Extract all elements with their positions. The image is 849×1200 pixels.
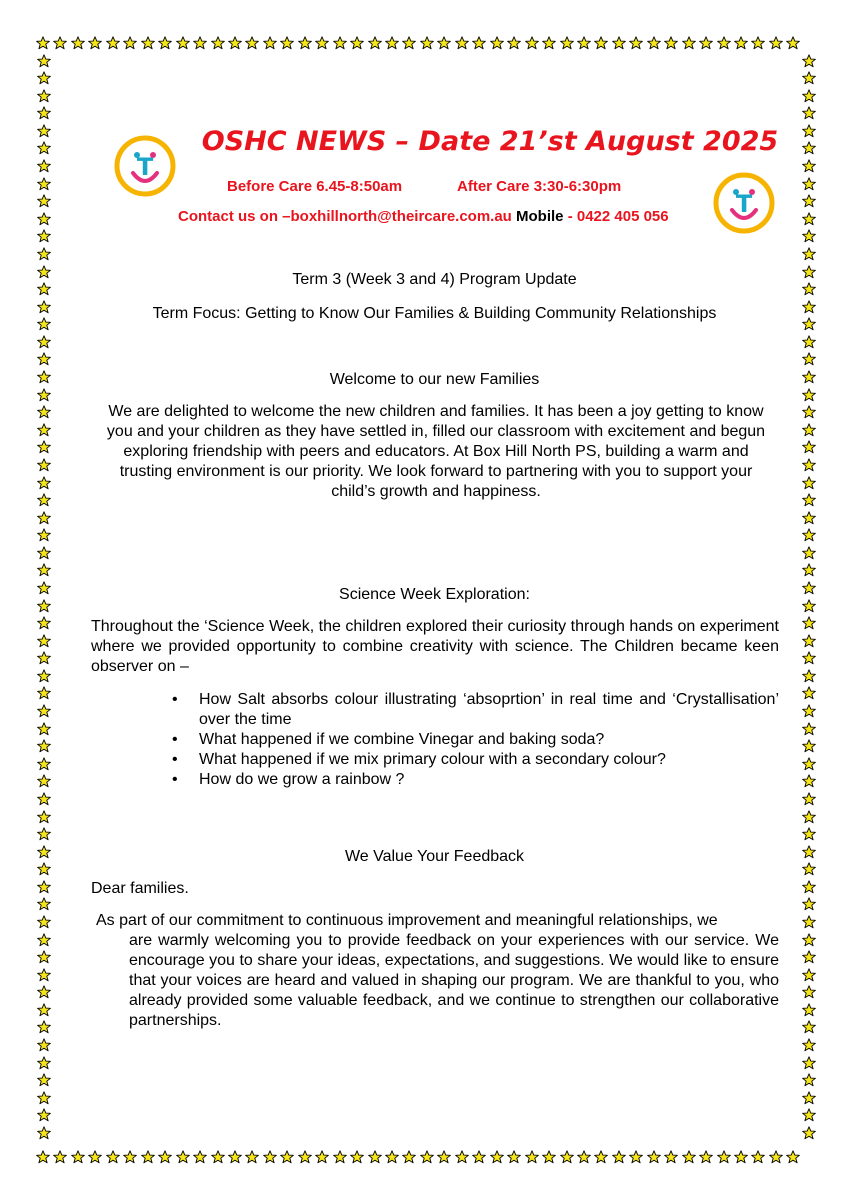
- star-icon: [37, 915, 51, 929]
- star-icon: [802, 774, 816, 788]
- star-icon: [37, 405, 51, 419]
- star-icon: [802, 704, 816, 718]
- star-icon: [802, 528, 816, 542]
- star-icon: [37, 458, 51, 472]
- star-icon: [802, 1056, 816, 1070]
- star-icon: [802, 212, 816, 226]
- star-icon: [525, 1150, 539, 1164]
- star-icon: [802, 757, 816, 771]
- bullet-icon: •: [172, 691, 178, 708]
- before-care-hours: Before Care 6.45-8:50am: [227, 178, 403, 195]
- star-icon: [490, 36, 504, 50]
- feedback-salutation: Dear families.: [91, 880, 189, 897]
- star-icon: [802, 71, 816, 85]
- star-icon: [560, 1150, 574, 1164]
- star-icon: [211, 1150, 225, 1164]
- star-icon: [37, 581, 51, 595]
- star-icon: [37, 1126, 51, 1140]
- star-icon: [629, 36, 643, 50]
- star-icon: [802, 493, 816, 507]
- star-border-left: [35, 0, 57, 1200]
- svg-text:T: T: [735, 190, 753, 218]
- star-icon: [802, 194, 816, 208]
- star-icon: [802, 458, 816, 472]
- star-icon: [193, 36, 207, 50]
- star-icon: [802, 1020, 816, 1034]
- star-icon: [37, 511, 51, 525]
- star-icon: [280, 1150, 294, 1164]
- star-icon: [37, 71, 51, 85]
- star-icon: [37, 757, 51, 771]
- star-icon: [123, 36, 137, 50]
- star-icon: [420, 36, 434, 50]
- star-icon: [71, 36, 85, 50]
- star-icon: [507, 36, 521, 50]
- star-icon: [37, 810, 51, 824]
- star-icon: [37, 282, 51, 296]
- star-icon: [37, 247, 51, 261]
- star-icon: [802, 177, 816, 191]
- star-icon: [802, 669, 816, 683]
- bullet-icon: •: [172, 771, 178, 788]
- star-icon: [385, 1150, 399, 1164]
- star-icon: [37, 862, 51, 876]
- star-icon: [594, 36, 608, 50]
- star-icon: [228, 36, 242, 50]
- star-icon: [37, 634, 51, 648]
- star-icon: [802, 985, 816, 999]
- welcome-paragraph: We are delighted to welcome the new children and families. It has been a joy getting to know you and your children as they have settled in, filled our classroom with excitement and begun exploring friendship with peers and educators. At Box Hill North PS, building a warm and trusting environment is our priority. We look forward to partnering with you to support your child’s growth and happiness.: [106, 403, 766, 500]
- star-icon: [682, 1150, 696, 1164]
- contact-line: [178, 208, 698, 225]
- star-icon: [298, 36, 312, 50]
- star-icon: [612, 36, 626, 50]
- star-icon: [368, 1150, 382, 1164]
- star-icon: [37, 124, 51, 138]
- star-icon: [37, 1091, 51, 1105]
- svg-text:T: T: [136, 153, 154, 181]
- theircare-logo-icon: [112, 133, 178, 199]
- newsletter-title: OSHC NEWS – Date 21’st August 2025: [201, 126, 779, 157]
- star-icon: [298, 1150, 312, 1164]
- star-icon: [37, 159, 51, 173]
- star-icon: [802, 651, 816, 665]
- science-bullet-list: [168, 690, 779, 790]
- star-icon: [802, 352, 816, 366]
- star-icon: [734, 1150, 748, 1164]
- star-icon: [802, 1091, 816, 1105]
- star-icon: [802, 229, 816, 243]
- star-icon: [37, 141, 51, 155]
- star-icon: [211, 36, 225, 50]
- star-icon: [402, 36, 416, 50]
- star-icon: [802, 933, 816, 947]
- star-icon: [525, 36, 539, 50]
- star-icon: [594, 1150, 608, 1164]
- star-icon: [734, 36, 748, 50]
- star-icon: [802, 880, 816, 894]
- star-icon: [350, 36, 364, 50]
- star-icon: [37, 985, 51, 999]
- star-icon: [542, 36, 556, 50]
- star-icon: [577, 1150, 591, 1164]
- star-icon: [37, 54, 51, 68]
- star-icon: [802, 405, 816, 419]
- star-icon: [802, 423, 816, 437]
- star-icon: [802, 476, 816, 490]
- star-icon: [786, 36, 800, 50]
- program-heading: Term 3 (Week 3 and 4) Program Update: [292, 271, 577, 288]
- star-icon: [37, 845, 51, 859]
- star-icon: [717, 36, 731, 50]
- star-icon: [245, 1150, 259, 1164]
- star-icon: [141, 1150, 155, 1164]
- star-icon: [420, 1150, 434, 1164]
- mobile-label: Mobile: [516, 208, 564, 225]
- star-icon: [699, 36, 713, 50]
- star-icon: [263, 1150, 277, 1164]
- star-icon: [437, 1150, 451, 1164]
- star-icon: [455, 36, 469, 50]
- star-icon: [37, 476, 51, 490]
- bullet-icon: •: [172, 731, 178, 748]
- star-icon: [37, 335, 51, 349]
- star-icon: [37, 212, 51, 226]
- star-icon: [37, 897, 51, 911]
- star-icon: [37, 423, 51, 437]
- star-icon: [802, 54, 816, 68]
- star-border-top: [0, 34, 849, 56]
- star-icon: [37, 933, 51, 947]
- star-icon: [37, 739, 51, 753]
- star-icon: [37, 1003, 51, 1017]
- feedback-body: are warmly welcoming you to provide feedback on your experiences with our service. We encourage you to share your ideas, expectations, and suggestions. We would like to ensure that your voices are heard and valued in shaping our program. We are thankful to you, who already provided some valuable feedback, and we continue to strengthen our collaborative partnerships.: [129, 932, 779, 1029]
- star-icon: [802, 546, 816, 560]
- star-icon: [802, 563, 816, 577]
- list-item: • How Salt absorbs colour illustrating ‘absoprtion’ in real time and ‘Crystallisation’ over the time: [172, 691, 779, 728]
- star-icon: [802, 1003, 816, 1017]
- star-icon: [802, 897, 816, 911]
- welcome-heading: Welcome to our new Families: [329, 371, 540, 388]
- star-icon: [769, 36, 783, 50]
- star-icon: [71, 1150, 85, 1164]
- star-icon: [37, 968, 51, 982]
- star-icon: [472, 1150, 486, 1164]
- star-icon: [699, 1150, 713, 1164]
- star-icon: [315, 36, 329, 50]
- star-icon: [333, 36, 347, 50]
- star-icon: [37, 704, 51, 718]
- star-icon: [37, 528, 51, 542]
- contact-email[interactable]: Contact us on –boxhillnorth@theircare.com.au: [178, 208, 512, 225]
- list-item: • How do we grow a rainbow ?: [172, 771, 405, 788]
- star-icon: [802, 634, 816, 648]
- star-icon: [802, 686, 816, 700]
- star-icon: [141, 36, 155, 50]
- theircare-logo-icon: [711, 170, 777, 236]
- star-icon: [802, 1126, 816, 1140]
- star-icon: [802, 1038, 816, 1052]
- after-care-hours: After Care 3:30-6:30pm: [457, 178, 622, 195]
- star-icon: [37, 317, 51, 331]
- star-icon: [263, 36, 277, 50]
- star-icon: [245, 36, 259, 50]
- star-icon: [333, 1150, 347, 1164]
- star-icon: [577, 36, 591, 50]
- star-icon: [37, 265, 51, 279]
- star-icon: [802, 124, 816, 138]
- theircare-logo-left: [112, 133, 178, 199]
- star-icon: [37, 616, 51, 630]
- star-icon: [802, 247, 816, 261]
- star-icon: [769, 1150, 783, 1164]
- star-icon: [368, 36, 382, 50]
- star-icon: [37, 563, 51, 577]
- star-icon: [664, 36, 678, 50]
- star-icon: [37, 1038, 51, 1052]
- star-icon: [37, 1073, 51, 1087]
- star-icon: [37, 546, 51, 560]
- feedback-heading: We Value Your Feedback: [344, 848, 525, 865]
- star-icon: [37, 722, 51, 736]
- star-icon: [37, 1056, 51, 1070]
- feedback-paragraph: [96, 911, 779, 1031]
- star-icon: [315, 1150, 329, 1164]
- star-icon: [37, 599, 51, 613]
- star-icon: [37, 774, 51, 788]
- feedback-first-line: As part of our commitment to continuous improvement and meaningful relationships, we: [96, 912, 718, 929]
- star-icon: [802, 950, 816, 964]
- star-icon: [37, 440, 51, 454]
- star-icon: [37, 493, 51, 507]
- star-icon: [629, 1150, 643, 1164]
- star-icon: [664, 1150, 678, 1164]
- star-icon: [717, 1150, 731, 1164]
- star-icon: [802, 335, 816, 349]
- star-icon: [158, 1150, 172, 1164]
- star-icon: [802, 722, 816, 736]
- science-intro: Throughout the ‘Science Week, the children explored their curiosity through hands on experiment where we provided opportunity to combine creativity with science. The Children became keen observer on –: [91, 618, 779, 675]
- star-icon: [402, 1150, 416, 1164]
- star-icon: [158, 36, 172, 50]
- star-icon: [37, 651, 51, 665]
- science-heading: Science Week Exploration:: [339, 586, 530, 603]
- star-icon: [802, 89, 816, 103]
- star-icon: [490, 1150, 504, 1164]
- star-icon: [37, 686, 51, 700]
- star-icon: [37, 388, 51, 402]
- mobile-number: - 0422 405 056: [567, 208, 669, 225]
- star-icon: [455, 1150, 469, 1164]
- star-icon: [682, 36, 696, 50]
- star-icon: [751, 36, 765, 50]
- star-icon: [560, 36, 574, 50]
- star-icon: [802, 106, 816, 120]
- list-item: • What happened if we mix primary colour with a secondary colour?: [172, 751, 666, 768]
- star-border-bottom: [0, 1148, 849, 1170]
- star-icon: [123, 1150, 137, 1164]
- star-icon: [37, 194, 51, 208]
- star-icon: [802, 440, 816, 454]
- star-icon: [37, 827, 51, 841]
- star-icon: [176, 36, 190, 50]
- star-icon: [507, 1150, 521, 1164]
- star-icon: [88, 1150, 102, 1164]
- star-icon: [37, 352, 51, 366]
- star-icon: [228, 1150, 242, 1164]
- star-icon: [437, 36, 451, 50]
- star-icon: [751, 1150, 765, 1164]
- list-item: • What happened if we combine Vinegar and baking soda?: [172, 731, 605, 748]
- term-focus: Term Focus: Getting to Know Our Families & Building Community Relationships: [152, 305, 717, 322]
- star-icon: [37, 300, 51, 314]
- star-icon: [37, 880, 51, 894]
- star-icon: [802, 827, 816, 841]
- star-icon: [37, 229, 51, 243]
- star-icon: [106, 1150, 120, 1164]
- star-icon: [37, 89, 51, 103]
- star-icon: [647, 36, 661, 50]
- star-icon: [802, 739, 816, 753]
- bullet-icon: •: [172, 751, 178, 768]
- star-icon: [802, 792, 816, 806]
- star-icon: [385, 36, 399, 50]
- star-icon: [37, 950, 51, 964]
- star-icon: [37, 1020, 51, 1034]
- star-icon: [802, 915, 816, 929]
- star-icon: [37, 669, 51, 683]
- star-icon: [802, 1108, 816, 1122]
- star-icon: [802, 141, 816, 155]
- star-icon: [542, 1150, 556, 1164]
- star-icon: [37, 177, 51, 191]
- star-icon: [106, 36, 120, 50]
- star-icon: [786, 1150, 800, 1164]
- star-icon: [37, 370, 51, 384]
- star-icon: [802, 159, 816, 173]
- star-icon: [37, 106, 51, 120]
- star-icon: [802, 810, 816, 824]
- star-icon: [612, 1150, 626, 1164]
- star-icon: [802, 968, 816, 982]
- star-icon: [193, 1150, 207, 1164]
- star-icon: [802, 1073, 816, 1087]
- star-icon: [647, 1150, 661, 1164]
- star-icon: [88, 36, 102, 50]
- star-icon: [280, 36, 294, 50]
- star-icon: [472, 36, 486, 50]
- star-icon: [37, 792, 51, 806]
- star-icon: [350, 1150, 364, 1164]
- star-icon: [37, 1108, 51, 1122]
- star-icon: [802, 511, 816, 525]
- star-icon: [802, 616, 816, 630]
- theircare-logo-right: [711, 170, 777, 236]
- star-icon: [176, 1150, 190, 1164]
